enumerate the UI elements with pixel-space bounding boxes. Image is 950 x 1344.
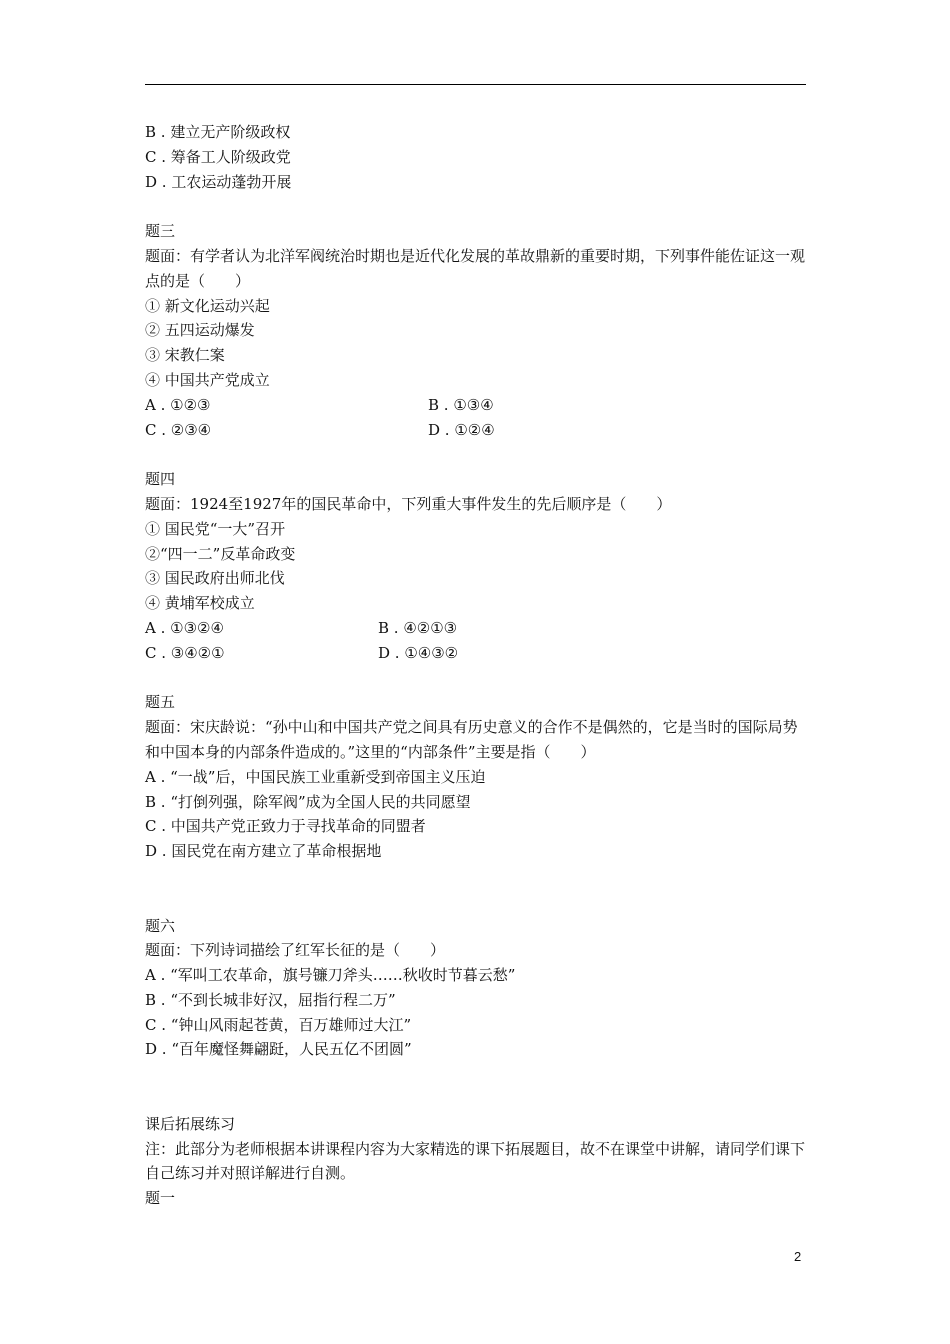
q4-options-row bbox=[145, 616, 815, 641]
q4-title: 题四 bbox=[145, 470, 176, 489]
q3-option-a: A . ①②③ bbox=[145, 395, 211, 414]
q5-option-a: A . “一战”后，中国民族工业重新受到帝国主义压迫 bbox=[145, 767, 486, 786]
q3-option-d: D . ①②④ bbox=[428, 420, 495, 439]
q4-item: ④ 黄埔军校成立 bbox=[145, 594, 255, 613]
q4-item: ① 国民党“一大”召开 bbox=[145, 519, 286, 538]
q6-option-b: B . “不到长城非好汉，屈指行程二万” bbox=[145, 990, 396, 1009]
q3-option-b: B . ①③④ bbox=[428, 395, 494, 414]
header-rule bbox=[145, 84, 806, 85]
q6-option-c: C . “钟山风雨起苍黄，百万雄师过大江” bbox=[145, 1015, 412, 1034]
q2-option-b: B . 建立无产阶级政权 bbox=[145, 123, 291, 141]
q3-item: ③ 宋教仁案 bbox=[145, 346, 225, 365]
q4-stem: 题面：1924至1927年的国民革命中，下列重大事件发生的先后顺序是（ ） bbox=[145, 494, 672, 513]
q3-item: ① 新文化运动兴起 bbox=[145, 296, 270, 315]
q4-option-c: C . ③④②① bbox=[145, 643, 225, 662]
q3-options-row bbox=[145, 418, 815, 443]
q6-option-d: D . “百年魔怪舞翩跹，人民五亿不团圆” bbox=[145, 1040, 412, 1059]
q3-stem: 题面：有学者认为北洋军阀统治时期也是近代化发展的革故鼎新的重要时期，下列事件能佐证这一观点的是（ ） bbox=[145, 246, 806, 290]
q5-option-c: C . 中国共产党正致力于寻找革命的同盟者 bbox=[145, 817, 426, 836]
q4-option-b: B . ④②①③ bbox=[378, 618, 458, 637]
q5-stem: 题面：宋庆龄说：“孙中山和中国共产党之间具有历史意义的合作不是偶然的，它是当时的国际局势和中国本身的内部条件造成的。”这里的“内部条件”主要是指（ ） bbox=[145, 718, 798, 761]
q4-item: ③ 国民政府出师北伐 bbox=[145, 569, 285, 588]
q6-stem: 题面：下列诗词描绘了红军长征的是（ ） bbox=[145, 941, 446, 960]
q3-title: 题三 bbox=[145, 222, 176, 241]
page-content bbox=[145, 120, 815, 1211]
after-class-note: 注：此部分为老师根据本讲课程内容为大家精选的课下拓展题目，故不在课堂中讲解，请同学们课下自己练习并对照详解进行自测。 bbox=[145, 1139, 806, 1183]
q3-options-row bbox=[145, 393, 815, 418]
q5-option-d: D . 国民党在南方建立了革命根据地 bbox=[145, 842, 382, 861]
q4-options-row bbox=[145, 641, 815, 666]
q3-item: ② 五四运动爆发 bbox=[145, 321, 255, 340]
q2-option-d: D . 工农运动蓬勃开展 bbox=[145, 172, 292, 191]
q4-option-a: A . ①③②④ bbox=[145, 618, 224, 637]
q5-option-b: B . “打倒列强，除军阀”成为全国人民的共同愿望 bbox=[145, 792, 471, 811]
q6-title: 题六 bbox=[145, 916, 176, 935]
q4-option-d: D . ①④③② bbox=[378, 643, 459, 662]
q5-title: 题五 bbox=[145, 693, 176, 712]
q2-option-c: C . 筹备工人阶级政党 bbox=[145, 147, 291, 166]
q3-item: ④ 中国共产党成立 bbox=[145, 370, 270, 389]
q6-option-a: A . “军叫工农革命，旗号镰刀斧头……秋收时节暮云愁” bbox=[145, 966, 516, 985]
after-class-title: 课后拓展练习 bbox=[145, 1114, 236, 1133]
q4-item: ②“四一二”反革命政变 bbox=[145, 544, 296, 563]
q3-option-c: C . ②③④ bbox=[145, 420, 212, 439]
next-question-title: 题一 bbox=[145, 1189, 176, 1208]
page-number: 2 bbox=[794, 1249, 802, 1264]
